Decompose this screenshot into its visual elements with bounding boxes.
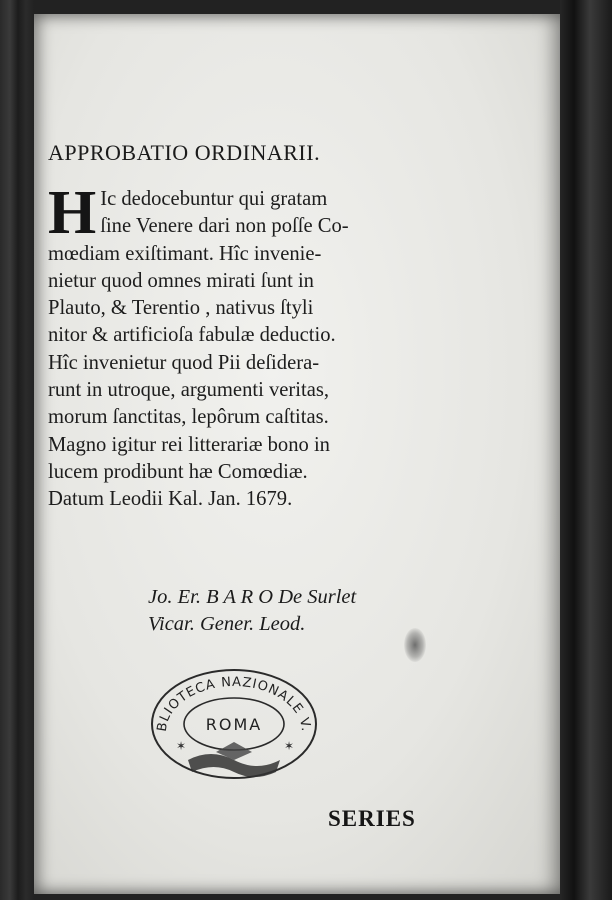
page-heading: APPROBATIO ORDINARII. (48, 140, 321, 165)
text-line: morum ſanctitas, lepôrum caſtitas. (48, 406, 329, 429)
text-line: nietur quod omnes mirati ſunt in (48, 269, 314, 292)
text-line: ſine Venere dari non poſſe Co- (100, 215, 349, 238)
stamp-icon (136, 660, 332, 790)
library-stamp (136, 660, 332, 790)
drop-capital: H (48, 179, 97, 247)
text-line: Ic dedocebuntur qui gratam (100, 188, 328, 210)
stamp-ring-text: BLIOTECA NAZIONALE V. (154, 674, 314, 733)
text-line: Plauto, & Terentio , nativus ſtyli (48, 297, 314, 320)
text-line: Hîc invenietur quod Pii deſidera- (48, 351, 320, 374)
catchword: SERIES (328, 806, 416, 831)
signature-block (148, 584, 356, 638)
text-line: Datum Leodii Kal. Jan. 1679. (48, 488, 293, 511)
svg-text:✶: ✶ (284, 739, 295, 753)
stamp-center-text: ROMA (205, 715, 263, 734)
signature-title: Vicar. Gener. Leod. (148, 613, 306, 635)
text-line: mœdiam exiſtimant. Hîc invenie- (48, 242, 322, 265)
text-line: nitor & artificioſa fabulæ deductio. (48, 324, 336, 347)
text-line: runt in utroque, argumenti veritas, (48, 379, 330, 402)
book-spine-edge (560, 0, 612, 900)
ink-blot (404, 628, 426, 662)
signature-name: Jo. Er. B A R O De Surlet (148, 586, 357, 608)
text-line: Magno igitur rei litterariæ bono in (48, 433, 330, 456)
svg-text:✶: ✶ (176, 739, 187, 753)
approbation-text (48, 179, 440, 514)
text-line: lucem prodibunt hæ Comœdiæ. (48, 460, 308, 483)
